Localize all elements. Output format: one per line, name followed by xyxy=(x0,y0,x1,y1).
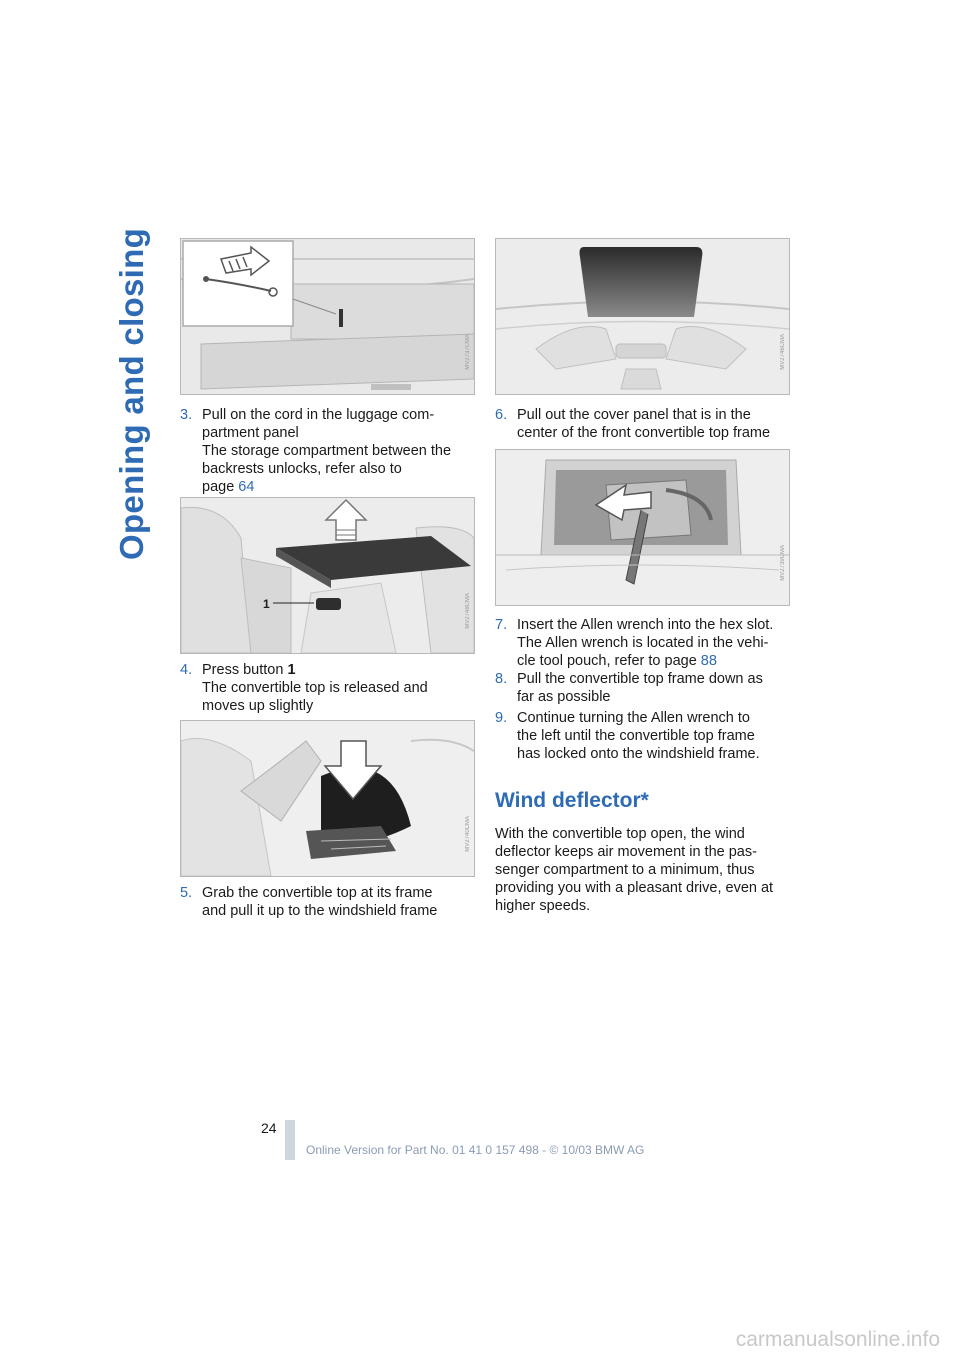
footer-online-version: Online Version for Part No. 01 41 0 157 498 - © 10/03 BMW AG xyxy=(306,1143,645,1157)
para-line: providing you with a pleasant drive, even at xyxy=(495,880,774,896)
para-line: deflector keeps air movement in the pas- xyxy=(495,844,757,860)
top-raised-illustration xyxy=(181,721,474,876)
step-text: cle tool pouch, refer to page xyxy=(517,653,701,669)
step-text: Pull out the cover panel that is in the xyxy=(517,407,751,423)
figure-luggage-cord xyxy=(180,238,475,395)
figure-code: MV2740CMA xyxy=(465,816,471,852)
figure-press-button xyxy=(180,497,475,654)
step-number: 4. xyxy=(180,662,193,678)
press-button-illustration xyxy=(181,498,474,653)
step-number: 8. xyxy=(495,671,508,687)
step-6 xyxy=(495,406,795,442)
para-line: senger compartment to a minimum, thus xyxy=(495,862,755,878)
step-text: center of the front convertible top frame xyxy=(517,425,771,441)
step-text: The convertible top is released and xyxy=(202,680,428,696)
step-7 xyxy=(495,616,795,670)
figure-code: MV2739CMA xyxy=(780,545,786,581)
wind-deflector-paragraph xyxy=(495,825,785,915)
section-heading: Wind deflector* xyxy=(495,789,649,812)
step-text: Pull on the cord in the luggage com- xyxy=(202,407,435,423)
figure-cover-panel xyxy=(495,238,790,395)
step-text: the left until the convertible top frame xyxy=(517,728,755,744)
step-number: 6. xyxy=(495,407,508,423)
step-text: Grab the convertible top at its frame xyxy=(202,885,433,901)
step-5 xyxy=(180,884,465,920)
footer-bar xyxy=(285,1120,295,1160)
luggage-cord-illustration xyxy=(181,239,474,394)
figure-code: MV2748CMA xyxy=(465,593,471,629)
para-line: With the convertible top open, the wind xyxy=(495,826,745,842)
step-text: far as possible xyxy=(517,689,611,705)
step-text: The Allen wrench is located in the vehi- xyxy=(517,635,769,651)
step-number: 5. xyxy=(180,885,193,901)
button-ref: 1 xyxy=(287,662,296,678)
section-title: Opening and closing xyxy=(113,227,150,560)
figure-top-raised xyxy=(180,720,475,877)
step-9 xyxy=(495,709,795,763)
step-text: The storage compartment between the xyxy=(202,443,452,459)
step-text: Press button xyxy=(202,662,288,678)
step-3 xyxy=(180,406,465,496)
step-text: Continue turning the Allen wrench to xyxy=(517,710,750,726)
figure-allen-wrench xyxy=(495,449,790,606)
step-number: 3. xyxy=(180,407,193,423)
page-link[interactable]: 88 xyxy=(700,653,717,669)
step-8 xyxy=(495,670,795,706)
step-text: moves up slightly xyxy=(202,698,314,714)
callout-label: 1 xyxy=(263,597,270,611)
figure-code: MV2746CMA xyxy=(780,334,786,370)
step-text: partment panel xyxy=(202,425,299,441)
step-number: 9. xyxy=(495,710,508,726)
step-4 xyxy=(180,661,465,715)
step-text: Pull the convertible top frame down as xyxy=(517,671,763,687)
watermark: carmanualsonline.info xyxy=(735,1328,940,1351)
step-number: 7. xyxy=(495,617,508,633)
page-number: 24 xyxy=(261,1120,277,1136)
allen-wrench-illustration xyxy=(496,450,789,605)
step-text: has locked onto the windshield frame. xyxy=(517,746,760,762)
cover-panel-illustration xyxy=(496,239,789,394)
step-text: Insert the Allen wrench into the hex slot. xyxy=(517,617,774,633)
para-line: higher speeds. xyxy=(495,898,591,914)
page-link[interactable]: 64 xyxy=(238,479,255,495)
step-text: and pull it up to the windshield frame xyxy=(202,903,438,919)
figure-code: MV2737CMA xyxy=(465,334,471,370)
step-text: page xyxy=(202,479,239,495)
step-text: backrests unlocks, refer also to xyxy=(202,461,402,477)
